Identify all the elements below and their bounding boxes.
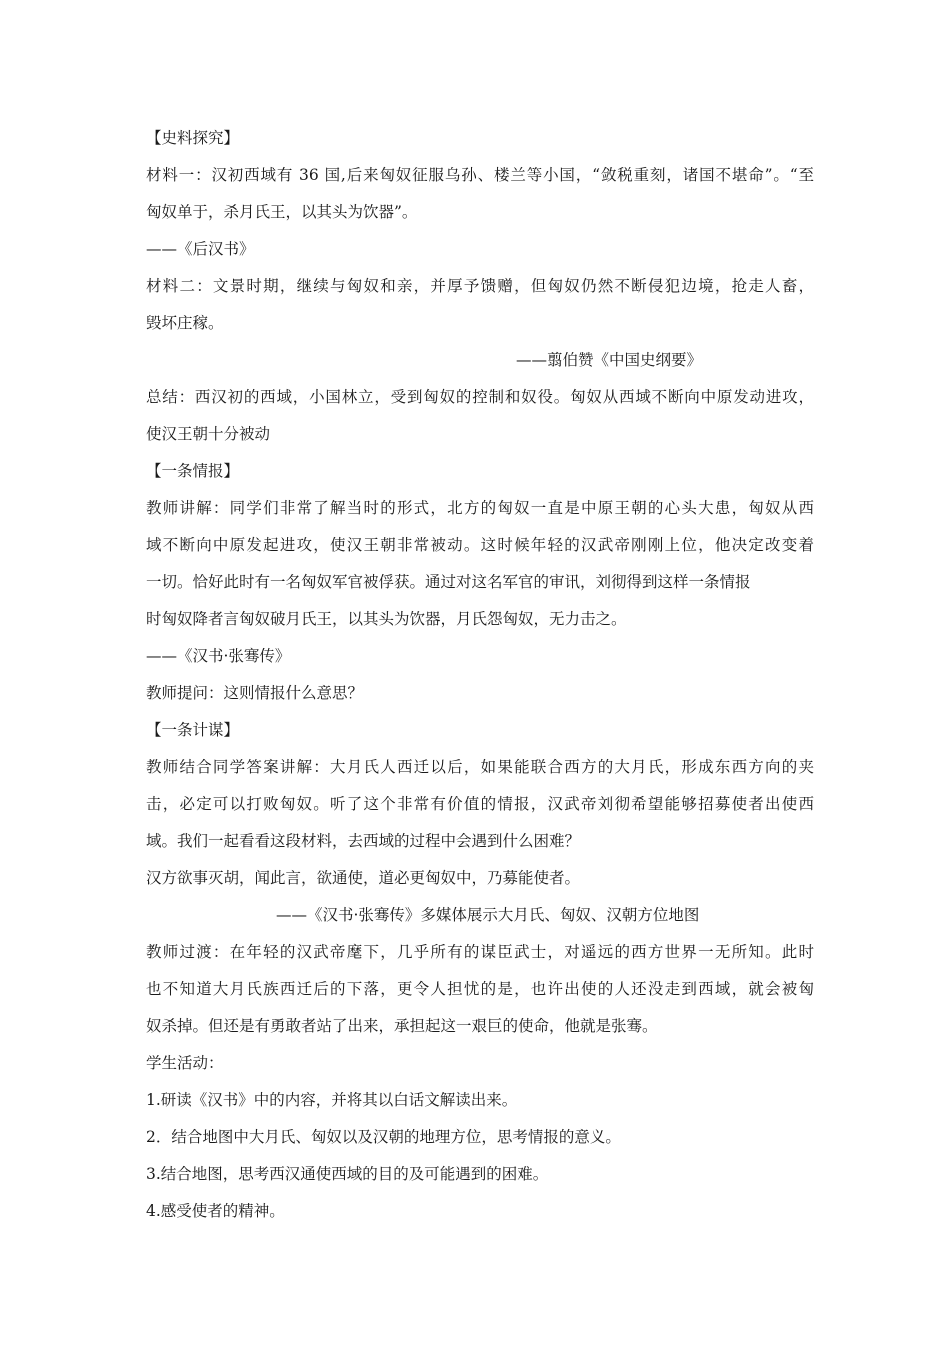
material2-source: ——翦伯赞《中国史纲要》 (516, 351, 703, 369)
summary-line1: 总结：西汉初的西域，小国林立，受到匈奴的控制和奴役。匈奴从西域不断向中原发动进攻， (146, 388, 814, 406)
plan-quote: 汉方欲事灭胡，闻此言，欲通使，道必更匈奴中，乃募能使者。 (146, 869, 581, 887)
activity-item-1: 1.研读《汉书》中的内容，并将其以白话文解读出来。 (146, 1091, 518, 1109)
summary-line2: 使汉王朝十分被动 (146, 425, 271, 443)
material1-source: ——《后汉书》 (146, 240, 255, 258)
intel-lecture-line1: 教师讲解：同学们非常了解当时的形式，北方的匈奴一直是中原王朝的心头大患，匈奴从西 (146, 499, 814, 517)
plan-explain-line3: 域。我们一起看看这段材料，去西域的过程中会遇到什么困难？ (146, 832, 581, 850)
plan-transition-line1: 教师过渡：在年轻的汉武帝麾下，几乎所有的谋臣武士，对遥远的西方世界一无所知。此时 (146, 943, 814, 961)
activity-item-4: 4.感受使者的精神。 (146, 1202, 285, 1220)
material2-line1: 材料二：文景时期，继续与匈奴和亲，并厚予馈赠，但匈奴仍然不断侵犯边境，抢走人畜， (146, 277, 814, 295)
student-activity-label: 学生活动： (146, 1054, 224, 1072)
plan-explain-line1: 教师结合同学答案讲解：大月氏人西迁以后，如果能联合西方的大月氏，形成东西方向的夹 (146, 758, 814, 776)
material2-line2: 毁坏庄稼。 (146, 314, 224, 332)
activity-item-3: 3.结合地图，思考西汉通使西域的目的及可能遇到的困难。 (146, 1165, 549, 1183)
intel-source: ——《汉书·张骞传》 (146, 647, 291, 665)
intel-lecture-line4: 时匈奴降者言匈奴破月氏王，以其头为饮器，月氏怨匈奴，无力击之。 (146, 610, 627, 628)
intel-question: 教师提问：这则情报什么意思？ (146, 684, 364, 702)
material1-line1: 材料一：汉初西域有 36 国,后来匈奴征服乌孙、楼兰等小国，“敛税重刻，诸国不堪命”。“至 (146, 166, 814, 184)
plan-section-heading: 【一条计谋】 (146, 721, 240, 739)
material1-line2: 匈奴单于，杀月氏王，以其头为饮器”。 (146, 203, 418, 221)
activity-item-2: 2．结合地图中大月氏、匈奴以及汉朝的地理方位，思考情报的意义。 (146, 1128, 621, 1146)
plan-explain-line2: 击，必定可以打败匈奴。听了这个非常有价值的情报，汉武帝刘彻希望能够招募使者出使西 (146, 795, 814, 813)
plan-transition-line2: 也不知道大月氏族西迁后的下落，更令人担忧的是，也许出使的人还没走到西域，就会被匈 (146, 980, 814, 998)
intel-lecture-line3: 一切。恰好此时有一名匈奴军官被俘获。通过对这名军官的审讯，刘彻得到这样一条情报 (146, 573, 751, 591)
plan-transition-line3: 奴杀掉。但还是有勇敢者站了出来，承担起这一艰巨的使命，他就是张骞。 (146, 1017, 658, 1035)
intel-lecture-line2: 域不断向中原发起进攻，使汉王朝非常被动。这时候年轻的汉武帝刚刚上位，他决定改变着 (146, 536, 814, 554)
history-section-heading: 【史料探究】 (146, 129, 240, 147)
plan-source: ——《汉书·张骞传》多媒体展示大月氏、匈奴、汉朝方位地图 (276, 906, 700, 924)
intel-section-heading: 【一条情报】 (146, 462, 240, 480)
document-body (146, 120, 814, 1230)
